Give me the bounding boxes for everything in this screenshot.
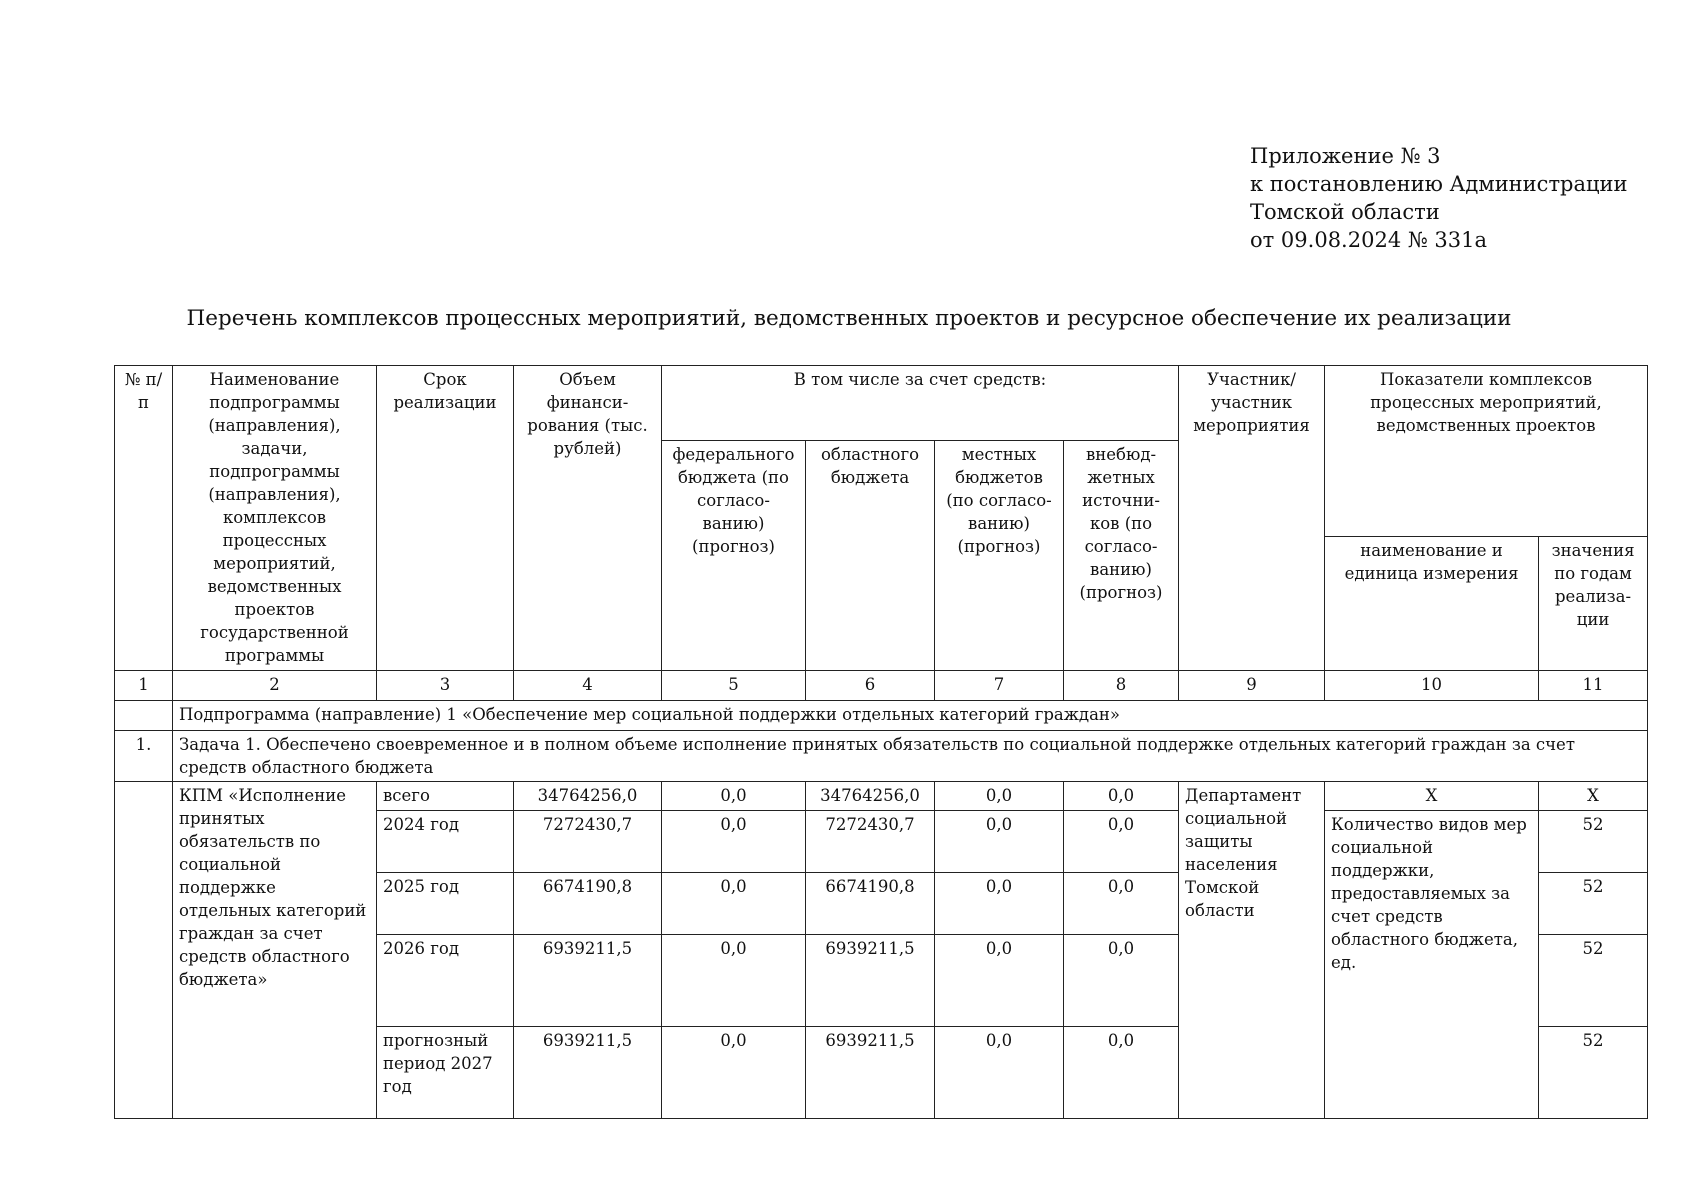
header-participant: Участник/ участник мероприятия — [1179, 366, 1325, 671]
indicator-value-x: X — [1539, 782, 1648, 811]
term-cell: прогнозный период 2027 год — [377, 1027, 514, 1119]
header-indicator-values: значения по годам реализа-ции — [1539, 537, 1648, 671]
column-number: 5 — [662, 671, 806, 701]
indicator-name-x: X — [1325, 782, 1539, 811]
term-cell: 2025 год — [377, 873, 514, 935]
document-title: Перечень комплексов процессных мероприятий, ведомственных проектов и ресурсное обеспечение их реализации — [186, 306, 1512, 331]
federal-cell: 0,0 — [662, 1027, 806, 1119]
header-regional: областного бюджета — [806, 441, 935, 671]
term-cell: 2024 год — [377, 811, 514, 873]
column-number: 10 — [1325, 671, 1539, 701]
volume-cell: 6939211,5 — [514, 935, 662, 1027]
indicator-name-cell: Количество видов мер социальной поддержки, предоставляемых за счет средств областного бюджета, ед. — [1325, 811, 1539, 1119]
header-indicator-name: наименование и единица измерения — [1325, 537, 1539, 671]
indicator-value-cell: 52 — [1539, 873, 1648, 935]
header-volume: Объем финанси-рования (тыс. рублей) — [514, 366, 662, 671]
regional-cell: 34764256,0 — [806, 782, 935, 811]
column-number: 8 — [1064, 671, 1179, 701]
measures-table — [114, 365, 1648, 1119]
local-cell: 0,0 — [935, 1027, 1064, 1119]
header-num: № п/п — [115, 366, 173, 671]
volume-cell: 6674190,8 — [514, 873, 662, 935]
column-number: 9 — [1179, 671, 1325, 701]
column-number: 11 — [1539, 671, 1648, 701]
header-name: Наименование подпрограммы (направления), задачи, подпрограммы (направления), комплексов процессных мероприятий, ведомственных проектов государственной программы — [173, 366, 377, 671]
volume-cell: 34764256,0 — [514, 782, 662, 811]
appendix-line: Приложение № 3 — [1250, 144, 1441, 168]
local-cell: 0,0 — [935, 935, 1064, 1027]
federal-cell: 0,0 — [662, 873, 806, 935]
column-number: 4 — [514, 671, 662, 701]
header-local: местных бюджетов (по согласо-ванию) (прогноз) — [935, 441, 1064, 671]
regional-cell: 6939211,5 — [806, 935, 935, 1027]
appendix-line: к постановлению Администрации — [1250, 172, 1628, 196]
federal-cell: 0,0 — [662, 811, 806, 873]
header-federal: федерального бюджета (по согласо-ванию) (прогноз) — [662, 441, 806, 671]
column-number: 1 — [115, 671, 173, 701]
term-cell: всего — [377, 782, 514, 811]
extra-cell: 0,0 — [1064, 873, 1179, 935]
participant-cell: Департамент социальной защиты населения Томской области — [1179, 782, 1325, 1119]
indicator-value-cell: 52 — [1539, 1027, 1648, 1119]
header-indicators: Показатели комплексов процессных мероприятий, ведомственных проектов — [1325, 366, 1648, 537]
subprogram-title: Подпрограмма (направление) 1 «Обеспечение мер социальной поддержки отдельных категорий граждан» — [173, 701, 1648, 731]
task-number: 1. — [115, 731, 173, 782]
column-number: 6 — [806, 671, 935, 701]
regional-cell: 6939211,5 — [806, 1027, 935, 1119]
extra-cell: 0,0 — [1064, 935, 1179, 1027]
indicator-value-cell: 52 — [1539, 935, 1648, 1027]
task-text: Задача 1. Обеспечено своевременное и в полном объеме исполнение принятых обязательств по социальной поддержке отдельных категорий граждан за счет средств областного бюджета — [173, 731, 1648, 782]
header-term: Срок реализации — [377, 366, 514, 671]
federal-cell: 0,0 — [662, 935, 806, 1027]
header-including: В том числе за счет средств: — [662, 366, 1179, 441]
column-number: 7 — [935, 671, 1064, 701]
subprogram-row — [115, 701, 1648, 731]
local-cell: 0,0 — [935, 811, 1064, 873]
indicator-value-cell: 52 — [1539, 811, 1648, 873]
volume-cell: 7272430,7 — [514, 811, 662, 873]
volume-cell: 6939211,5 — [514, 1027, 662, 1119]
term-cell: 2026 год — [377, 935, 514, 1027]
table-row — [115, 782, 1648, 811]
kpm-name: КПМ «Исполнение принятых обязательств по социальной поддержке отдельных категорий граждан за счет средств областного бюджета» — [173, 782, 377, 1119]
regional-cell: 6674190,8 — [806, 873, 935, 935]
local-cell: 0,0 — [935, 873, 1064, 935]
extra-cell: 0,0 — [1064, 782, 1179, 811]
extra-cell: 0,0 — [1064, 811, 1179, 873]
header-extra: внебюд-жетных источни-ков (по согласо-ванию) (прогноз) — [1064, 441, 1179, 671]
task-row — [115, 731, 1648, 782]
appendix-line: Томской области — [1250, 200, 1440, 224]
column-number: 2 — [173, 671, 377, 701]
extra-cell: 0,0 — [1064, 1027, 1179, 1119]
local-cell: 0,0 — [935, 782, 1064, 811]
appendix-block — [1250, 142, 1628, 254]
column-numbers-row — [115, 671, 1648, 701]
regional-cell: 7272430,7 — [806, 811, 935, 873]
federal-cell: 0,0 — [662, 782, 806, 811]
column-number: 3 — [377, 671, 514, 701]
appendix-line: от 09.08.2024 № 331а — [1250, 228, 1487, 252]
